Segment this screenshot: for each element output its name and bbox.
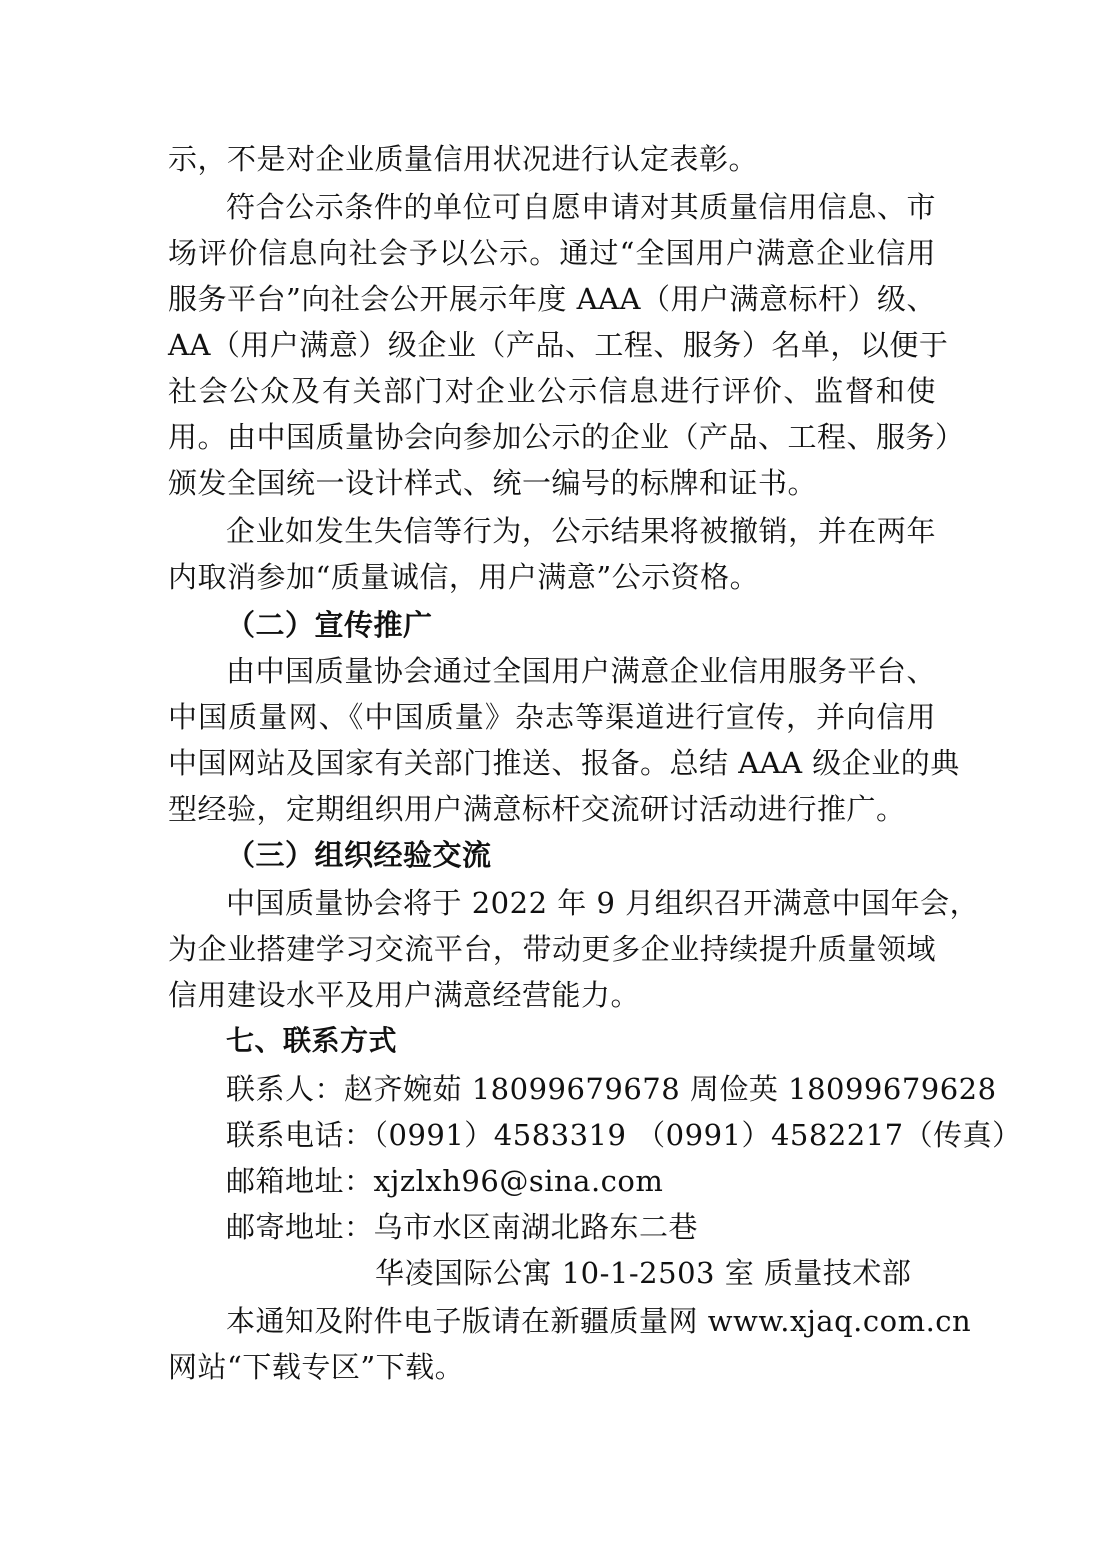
paragraph-line: 示，不是对企业质量信用状况进行认定表彰。 — [168, 142, 759, 176]
paragraph-line: 颁发全国统一设计样式、统一编号的标牌和证书。 — [168, 466, 818, 500]
paragraph-line: 中国质量网、《中国质量》杂志等渠道进行宣传，并向信用 — [168, 700, 936, 734]
contact-phones: 联系电话：（0991）4583319 （0991）4582217（传真） — [226, 1118, 1022, 1152]
paragraph-line: 场评价信息向社会予以公示。通过“全国用户满意企业信用 — [168, 236, 936, 270]
contact-email: 邮箱地址：xjzlxh96@sina.com — [226, 1164, 664, 1198]
paragraph-line: 企业如发生失信等行为，公示结果将被撤销，并在两年 — [226, 514, 936, 548]
paragraph-line: 中国质量协会将于 2022 年 9 月组织召开满意中国年会， — [226, 886, 980, 920]
subheading-exchange: （三）组织经验交流 — [226, 838, 492, 872]
paragraph-line: 内取消参加“质量诚信，用户满意”公示资格。 — [168, 560, 760, 594]
paragraph-line: 符合公示条件的单位可自愿申请对其质量信用信息、市 — [226, 190, 936, 224]
paragraph-line: 网站“下载专区”下载。 — [168, 1350, 465, 1384]
subheading-promotion: （二）宣传推广 — [226, 608, 433, 642]
paragraph-line: 由中国质量协会通过全国用户满意企业信用服务平台、 — [226, 654, 936, 688]
paragraph-line: AA（用户满意）级企业（产品、工程、服务）名单，以便于 — [168, 328, 949, 362]
paragraph-line: 服务平台”向社会公开展示年度 AAA（用户满意标杆）级、 — [168, 282, 936, 316]
paragraph-line: 中国网站及国家有关部门推送、报备。总结 AAA 级企业的典 — [168, 746, 960, 780]
paragraph-line: 用。由中国质量协会向参加公示的企业（产品、工程、服务） — [168, 420, 965, 454]
section-heading-contact: 七、联系方式 — [226, 1024, 398, 1057]
contact-address: 邮寄地址：乌市水区南湖北路东二巷 — [226, 1210, 699, 1244]
contact-persons: 联系人：赵齐婉茹 18099679678 周俭英 18099679628 — [226, 1072, 997, 1106]
paragraph-line: 本通知及附件电子版请在新疆质量网 www.xjaq.com.cn — [226, 1304, 972, 1338]
paragraph-line: 信用建设水平及用户满意经营能力。 — [168, 978, 641, 1012]
paragraph-line: 型经验，定期组织用户满意标杆交流研讨活动进行推广。 — [168, 792, 906, 826]
paragraph-line: 为企业搭建学习交流平台，带动更多企业持续提升质量领域 — [168, 932, 936, 966]
contact-address-continued: 华凌国际公寓 10-1-2503 室 质量技术部 — [375, 1256, 912, 1290]
paragraph-line: 社会公众及有关部门对企业公示信息进行评价、监督和使 — [168, 374, 936, 408]
